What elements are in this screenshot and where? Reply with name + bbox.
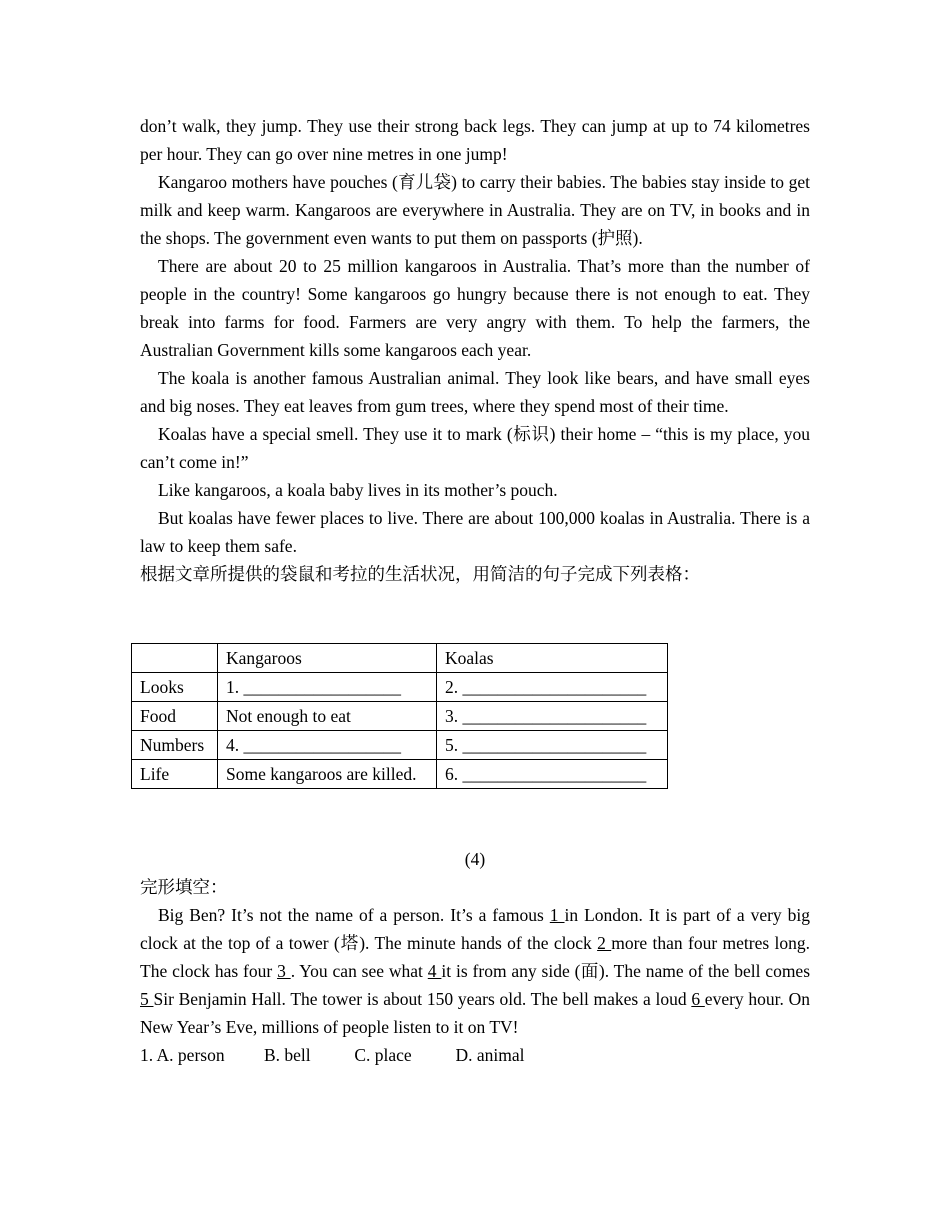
cloze-text: more than four metres long. The clock has four: [140, 933, 810, 981]
row-label: Food: [132, 702, 218, 731]
paragraph-7: But koalas have fewer places to live. There are about 100,000 koalas in Australia. There is a law to keep them safe.: [140, 508, 810, 556]
answer-blank[interactable]: 4. __________________: [218, 731, 437, 760]
cloze-blank-1[interactable]: 1: [549, 905, 565, 925]
header-cell-koalas: Koalas: [437, 644, 668, 673]
cloze-heading: 完形填空：: [140, 877, 228, 897]
answer-blank[interactable]: 3. _____________________: [437, 702, 668, 731]
answer-blank[interactable]: 2. _____________________: [437, 673, 668, 702]
table-instruction: 根据文章所提供的袋鼠和考拉的生活状况，用简洁的句子完成下列表格：: [140, 564, 700, 584]
paragraph-5: Koalas have a special smell. They use it to mark (标识) their home – “this is my place, you can’t come in!”: [140, 424, 810, 472]
row-label: Numbers: [132, 731, 218, 760]
answer-table: [131, 643, 668, 789]
paragraph-4: The koala is another famous Australian animal. They look like bears, and have small eyes and big noses. They eat leaves from gum trees, where they spend most of their time.: [140, 368, 810, 416]
paragraph-2: Kangaroo mothers have pouches (育儿袋) to carry their babies. The babies stay inside to get milk and keep warm. Kangaroos are everywhere in Australia. They are on TV, in books and in the shops. The government even wants to put them on passports (护照).: [140, 172, 810, 248]
table-cell: Not enough to eat: [218, 702, 437, 731]
paragraph-6: Like kangaroos, a koala baby lives in its mother’s pouch.: [158, 480, 558, 500]
header-cell-kangaroos: Kangaroos: [218, 644, 437, 673]
cloze-text: every hour. On New Year’s Eve, millions of people listen to it on TV!: [140, 989, 810, 1037]
answer-blank[interactable]: 1. __________________: [218, 673, 437, 702]
question-1-options: 1. A. person B. bell C. place D. animal: [140, 1045, 525, 1065]
document-body: [140, 112, 810, 588]
cloze-blank-2[interactable]: 2: [597, 933, 612, 953]
table-row: [132, 702, 668, 731]
header-cell-blank: [132, 644, 218, 673]
table-header-row: [132, 644, 668, 673]
table-row: [132, 731, 668, 760]
section-number: (4): [464, 849, 486, 869]
answer-blank[interactable]: 5. _____________________: [437, 731, 668, 760]
table-cell: Some kangaroos are killed.: [218, 760, 437, 789]
table-row: [132, 673, 668, 702]
cloze-text: it is from any side (面). The name of the bell comes: [441, 961, 811, 981]
cloze-text: . You can see what: [290, 961, 428, 981]
cloze-text: Big Ben? It’s not the name of a person. It’s a famous: [158, 905, 550, 925]
cloze-blank-6[interactable]: 6: [691, 989, 705, 1009]
row-label: Looks: [132, 673, 218, 702]
cloze-passage: [140, 901, 810, 1041]
paragraph-3: There are about 20 to 25 million kangaroos in Australia. That’s more than the number of people in the country! Some kangaroos go hungry because there is not enough to eat. They break into farms for food. Farmers are very angry with them. To help the farmers, the Australian Government kills some kangaroos each year.: [140, 256, 810, 360]
row-label: Life: [132, 760, 218, 789]
cloze-blank-4[interactable]: 4: [427, 961, 442, 981]
cloze-section: [140, 845, 810, 1069]
cloze-blank-3[interactable]: 3: [277, 961, 291, 981]
answer-blank[interactable]: 6. _____________________: [437, 760, 668, 789]
paragraph-1: don’t walk, they jump. They use their strong back legs. They can jump at up to 74 kilometres per hour. They can go over nine metres in one jump!: [140, 116, 810, 164]
cloze-text: in London. It is part of a very big clock at the top of a tower (塔). The minute hands of the clock: [140, 905, 810, 953]
table-row: [132, 760, 668, 789]
cloze-text: Sir Benjamin Hall. The tower is about 150 years old. The bell makes a loud: [153, 989, 692, 1009]
cloze-blank-5[interactable]: 5: [140, 989, 154, 1009]
